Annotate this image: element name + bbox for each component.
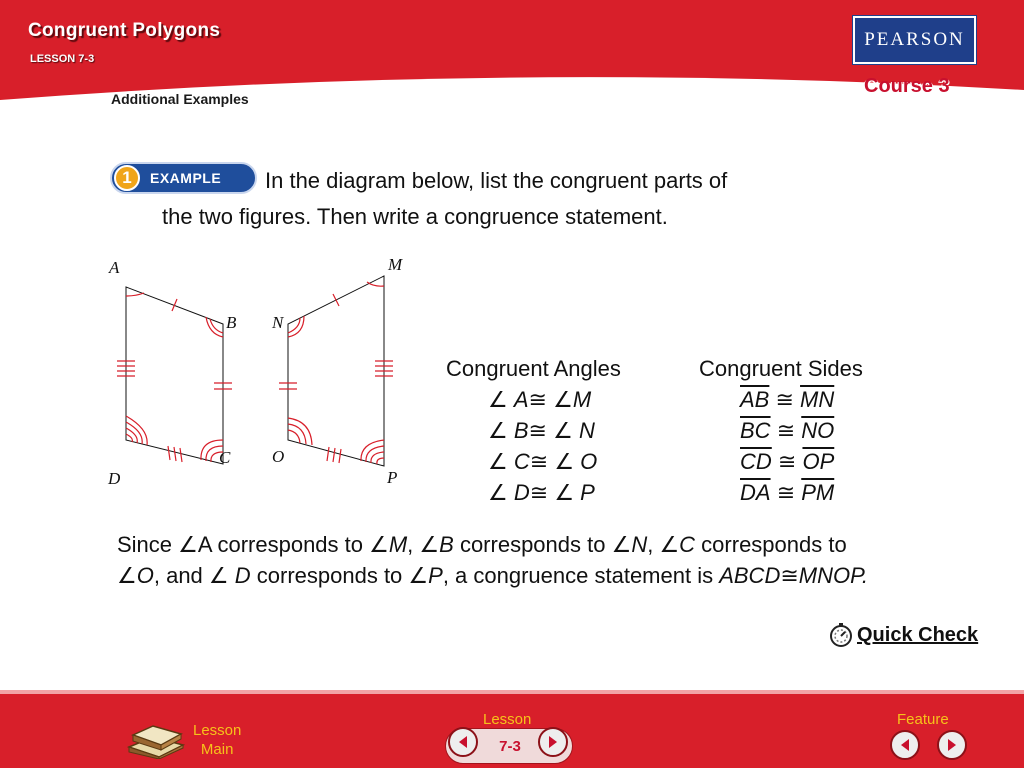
example-prompt-line-2: the two figures. Then write a congruence statement. [162,204,668,229]
angle-row: ∠ D≅ ∠ P [488,480,595,505]
quick-check-label[interactable]: Quick Check [857,623,979,646]
arrow-right-icon [546,735,560,749]
vertex-label-p: P [387,468,398,487]
side-row: $\overline{BC}$ ≅ $\overline{NO}$ [740,418,835,443]
slide-header [0,0,1024,118]
arrow-left-icon [898,738,912,752]
feature-nav-label: Feature [897,711,949,728]
example-label: EXAMPLE [150,170,222,186]
side-row: $\overline{DA}$ ≅ $\overline{PM}$ [740,480,835,505]
lesson-main-line-2[interactable]: Main [200,741,234,758]
side-row: $\overline{AB}$ ≅ $\overline{MN}$ [740,387,835,412]
pearson-logo: PEARSON [853,16,976,64]
lesson-main-books-icon[interactable] [125,717,187,759]
example-badge [110,162,257,194]
section-subtitle: Additional Examples [111,91,249,107]
lesson-number: LESSON 7-3 [30,53,95,65]
quick-check-link[interactable] [828,622,978,648]
vertex-label-c: C [219,448,231,467]
vertex-label-a: A [109,258,120,277]
example-number: 1 [114,165,140,191]
arrow-right-icon [945,738,959,752]
course-label: Course 3 [864,75,950,97]
lesson-next-button[interactable] [538,727,568,757]
navigation-footer [0,690,1024,768]
polygon-abcd [126,287,223,464]
congruent-sides-heading: Congruent Sides [699,356,863,381]
polygon-diagram [100,250,420,495]
angle-row: ∠ C≅ ∠ O [488,449,598,474]
lesson-main-line-1[interactable]: Lesson [193,722,242,739]
feature-prev-button[interactable] [890,730,920,760]
vertex-label-d: D [108,469,121,488]
vertex-label-n: N [272,313,284,332]
congruence-marks [117,282,393,464]
vertex-label-b: B [226,313,237,332]
lesson-prev-button[interactable] [448,727,478,757]
lesson-nav-label: Lesson [483,711,532,728]
angle-row: ∠ B≅ ∠ N [488,418,595,443]
explanation-line-1: Since ∠A corresponds to ∠M, ∠B corresponds to ∠N, ∠C corresponds to [117,532,847,557]
lesson-main-link[interactable] [193,721,241,759]
example-prompt-line-1: In the diagram below, list the congruent parts of [265,168,728,193]
explanation-line-2: ∠O, and ∠ D corresponds to ∠P, a congruence statement is ABCD≅MNOP. [117,563,869,588]
lesson-nav-number: 7-3 [499,738,521,755]
feature-next-button[interactable] [937,730,967,760]
vertex-label-o: O [272,447,285,466]
polygon-mnop [288,276,384,466]
lesson-title: Congruent Polygons [28,20,221,41]
stopwatch-icon [828,622,854,648]
arrow-left-icon [456,735,470,749]
angle-row: ∠ A≅ ∠M [488,387,592,412]
vertex-label-m: M [388,255,403,274]
congruent-angles-heading: Congruent Angles [446,356,621,381]
side-row: $\overline{CD}$ ≅ $\overline{OP}$ [740,449,835,474]
